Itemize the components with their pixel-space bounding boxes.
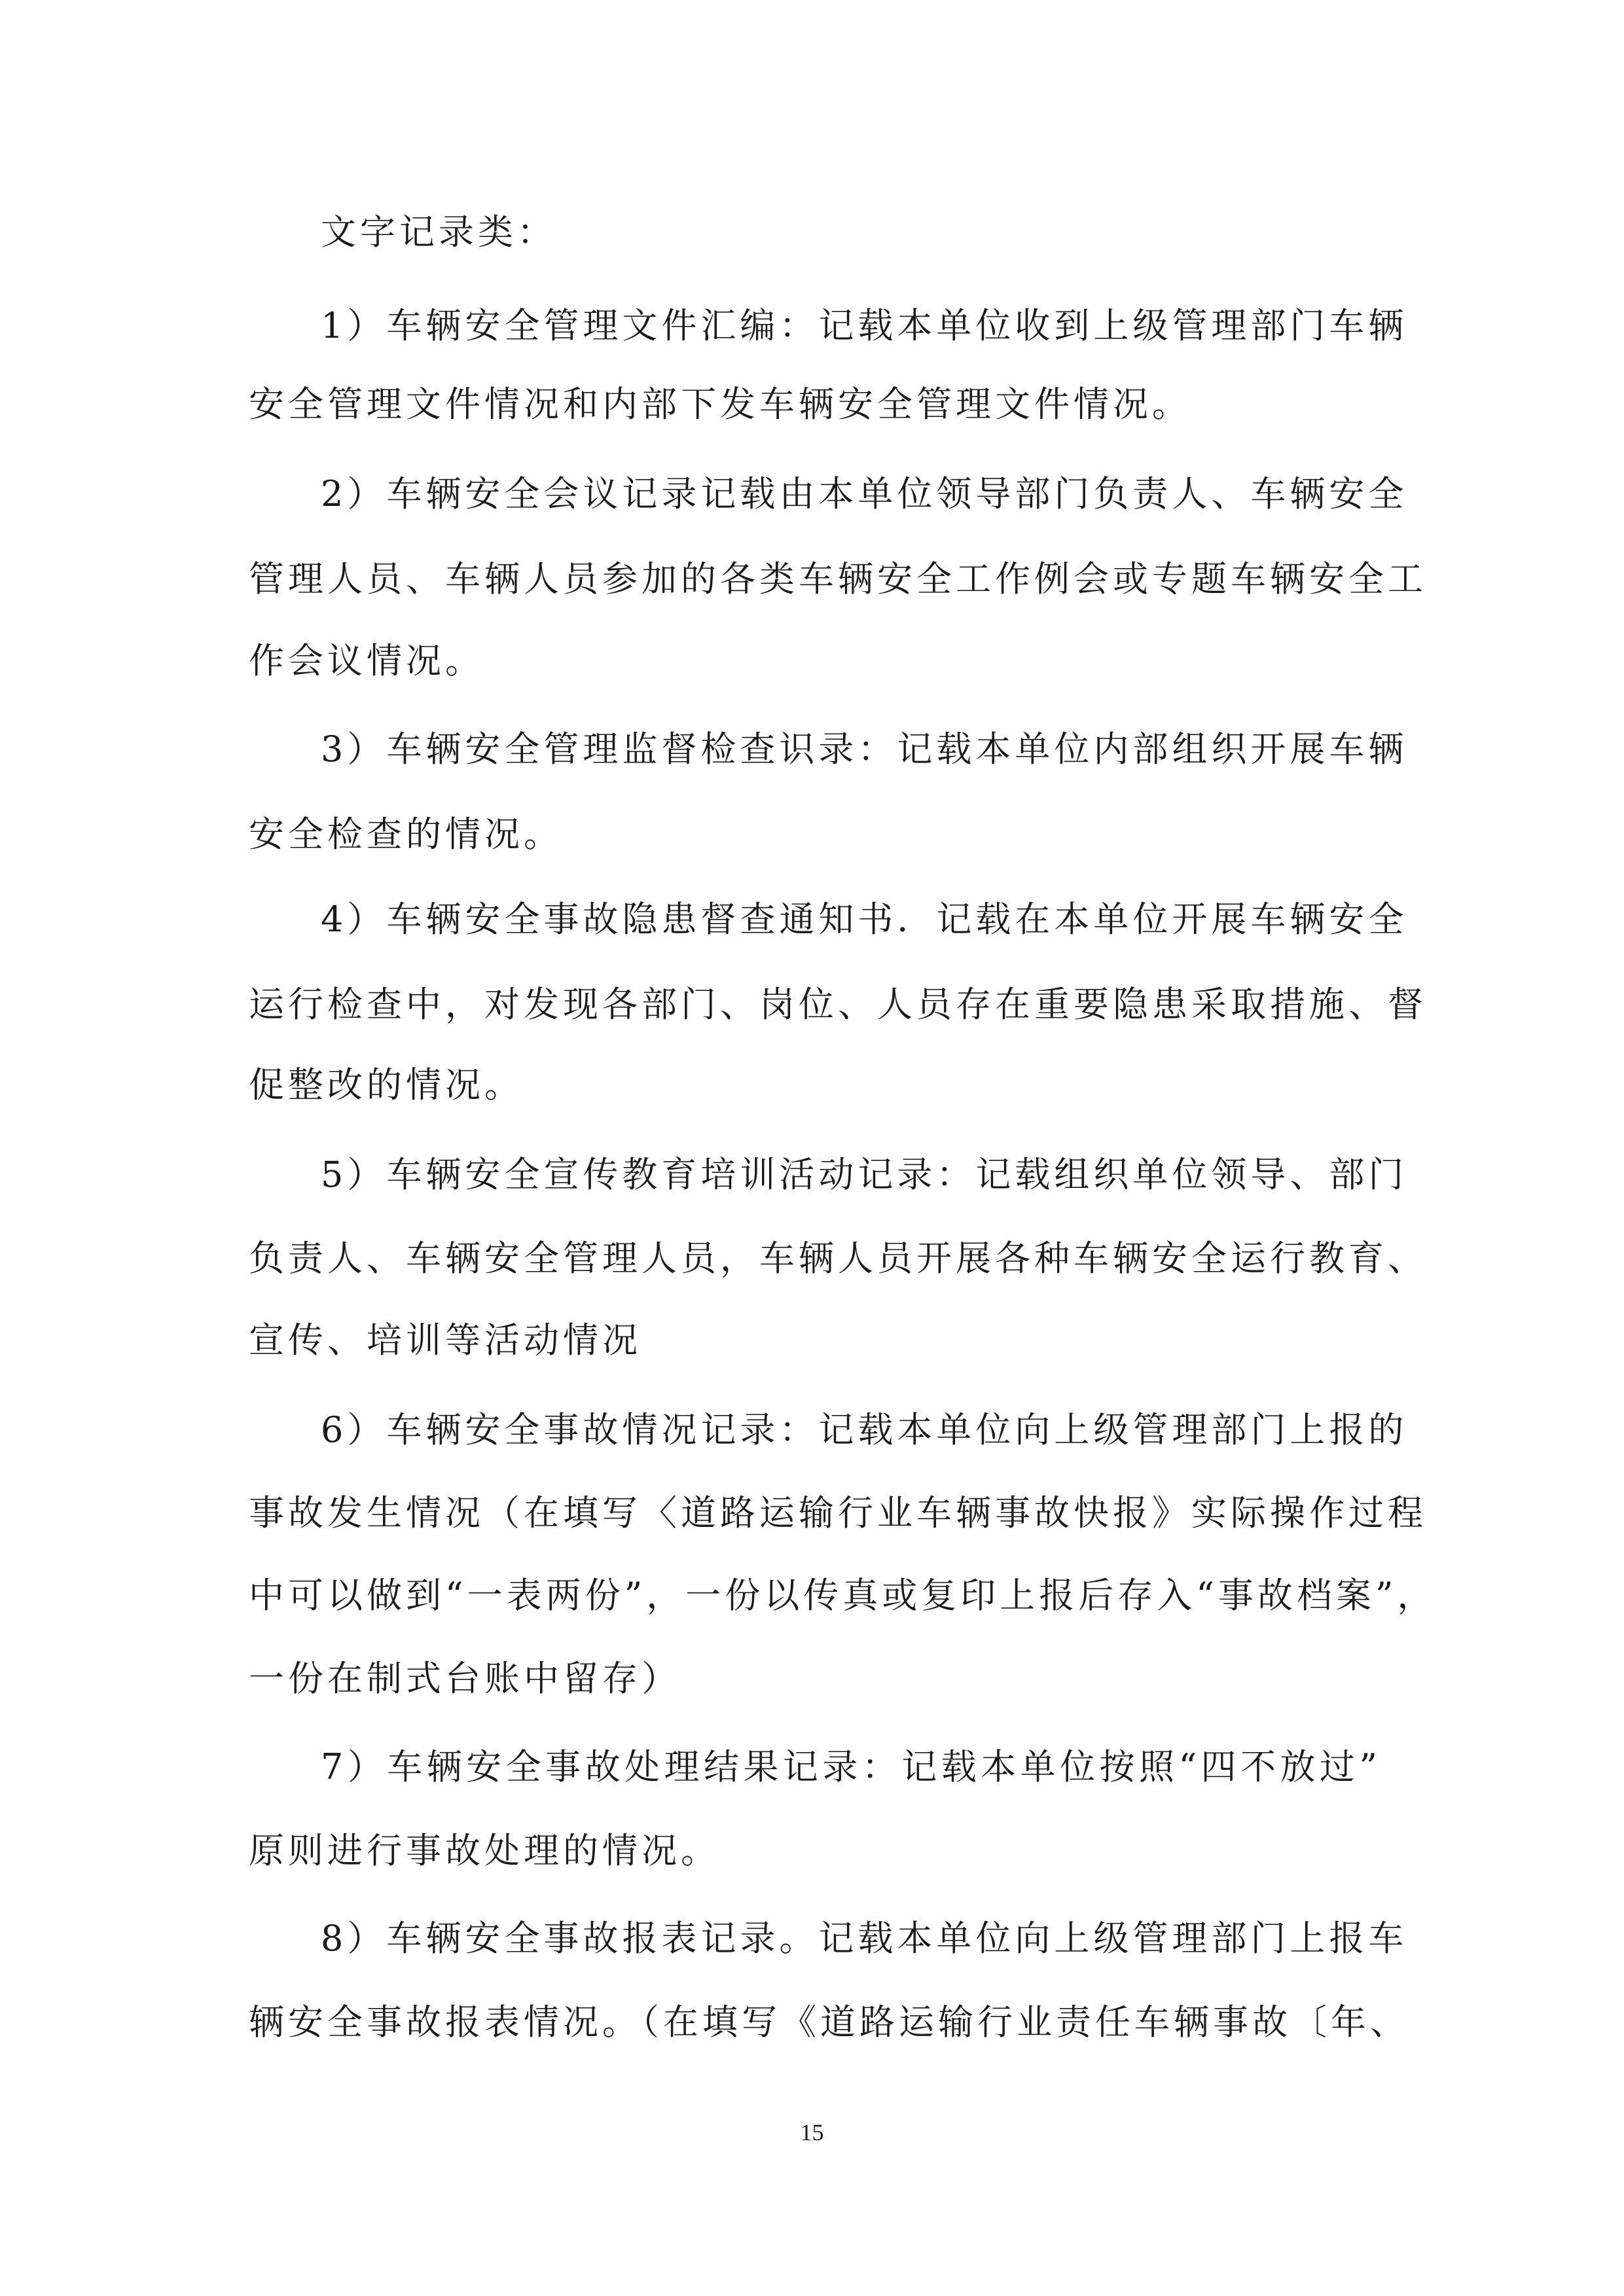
paragraph-line: 3）车辆安全管理监督检查识录：记载本单位内部组织开展车辆	[321, 728, 1408, 770]
paragraph-line: 5）车辆安全宣传教育培训活动记录：记载组织单位领导、部门	[321, 1154, 1408, 1195]
paragraph-line: 1）车辆安全管理文件汇编：记载本单位收到上级管理部门车辆	[321, 305, 1408, 346]
paragraph-line: 运行检查中，对发现各部门、岗位、人员存在重要隐患采取措施、督	[249, 984, 1427, 1025]
paragraph-line: 辆安全事故报表情况。（在填写《道路运输行业责任车辆事故〔年、	[249, 2001, 1409, 2043]
paragraph-line: 安全管理文件情况和内部下发车辆安全管理文件情况。	[249, 384, 1191, 425]
paragraph-line: 安全检查的情况。	[249, 814, 563, 855]
paragraph-line: 负责人、车辆安全管理人员，车辆人员开展各种车辆安全运行教育、	[249, 1238, 1427, 1279]
paragraph-line: 6）车辆安全事故情况记录：记载本单位向上级管理部门上报的	[321, 1409, 1408, 1450]
section-heading: 文字记录类：	[321, 211, 556, 253]
page-number: 15	[800, 2119, 824, 2145]
paragraph-line: 4）车辆安全事故隐患督查通知书．记载在本单位开展车辆安全	[321, 899, 1408, 940]
paragraph-line: 7）车辆安全事故处理结果记录：记载本单位按照“四不放过”	[321, 1746, 1381, 1787]
paragraph-line: 促整改的情况。	[249, 1064, 524, 1105]
paragraph-line: 一份在制式台账中留存）	[249, 1658, 681, 1699]
paragraph-line: 2）车辆安全会议记录记载由本单位领导部门负责人、车辆安全	[321, 473, 1408, 514]
paragraph-line: 宣传、培训等活动情况	[249, 1319, 641, 1361]
paragraph-line: 8）车辆安全事故报表记录。记载本单位向上级管理部门上报车	[321, 1918, 1408, 1959]
paragraph-line: 事故发生情况（在填写〈道路运输行业车辆事故快报》实际操作过程	[249, 1492, 1427, 1534]
paragraph-line: 原则进行事故处理的情况。	[249, 1830, 720, 1871]
paragraph-line: 作会议情况。	[249, 640, 484, 681]
paragraph-line: 中可以做到“一表两份”，一份以传真或复印上报后存入“事故档案”，	[249, 1575, 1437, 1616]
paragraph-line: 管理人员、车辆人员参加的各类车辆安全工作例会或专题车辆安全工	[249, 558, 1427, 600]
